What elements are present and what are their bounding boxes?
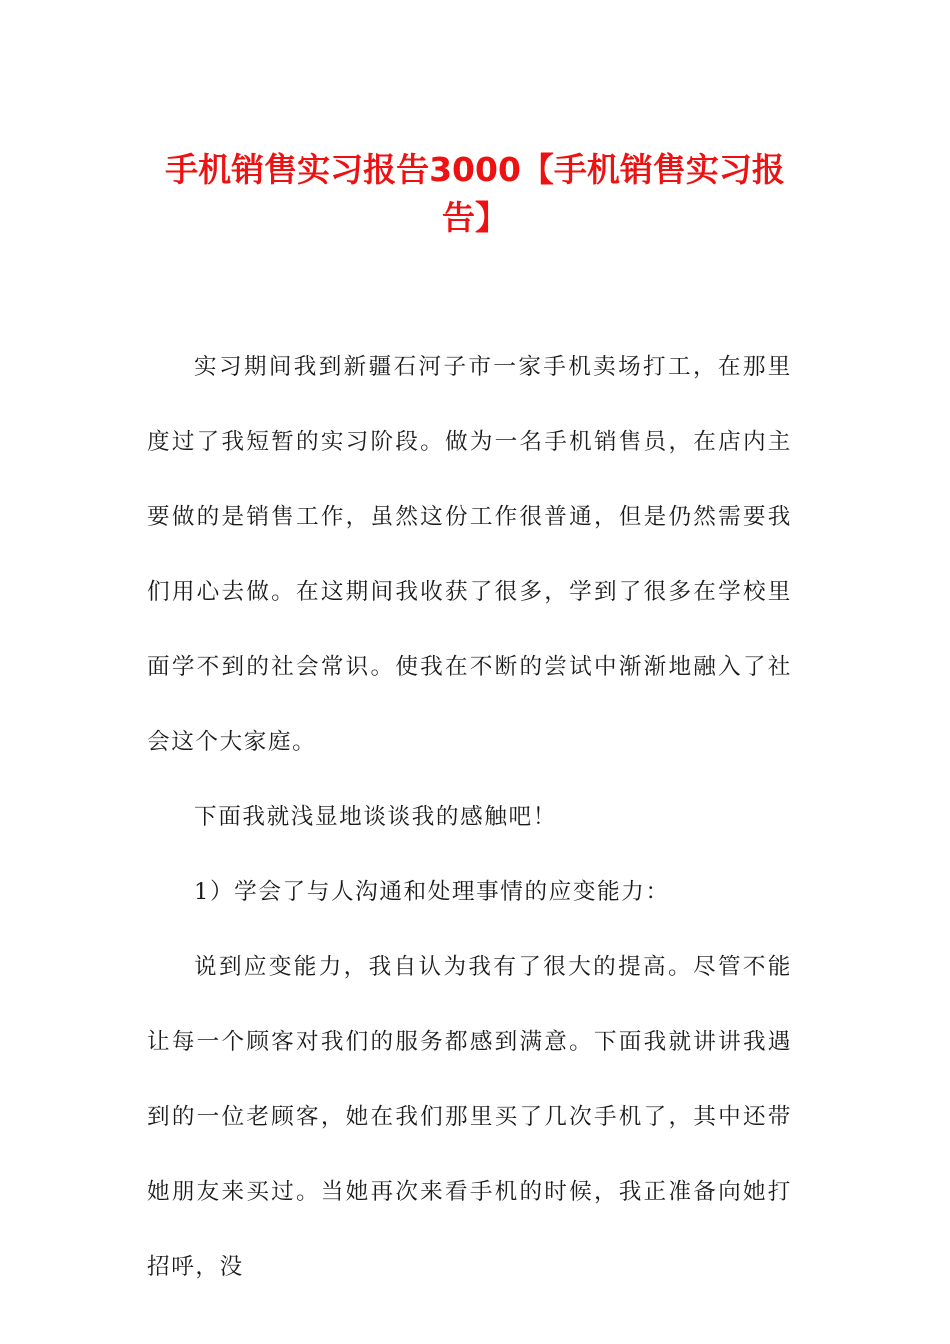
document-title: 手机销售实习报告3000【手机销售实习报告】 xyxy=(165,150,785,237)
paragraph-transition: 下面我就浅显地谈谈我的感触吧！ xyxy=(194,804,557,830)
paragraph-adaptability: 说到应变能力，我自认为我有了很大的提高。尽管不能让每一个顾客对我们的服务都感到满意。下面我就讲讲我遇到的一位老顾客，她在我们那里买了几次手机了，其中还带她朋友来买过。当她再次来看手机的时候，我正准备向她打招呼，没 xyxy=(147,954,792,1280)
paragraph-intro: 实习期间我到新疆石河子市一家手机卖场打工，在那里度过了我短暂的实习阶段。做为一名手机销售员，在店内主要做的是销售工作，虽然这份工作很普通，但是仍然需要我们用心去做。在这期间我收获了很多，学到了很多在学校里面学不到的社会常识。使我在不断的尝试中渐渐地融入了社会这个大家庭。 xyxy=(147,354,792,755)
paragraph-heading-1: 1）学会了与人沟通和处理事情的应变能力： xyxy=(194,879,670,905)
document-body xyxy=(147,330,792,1305)
